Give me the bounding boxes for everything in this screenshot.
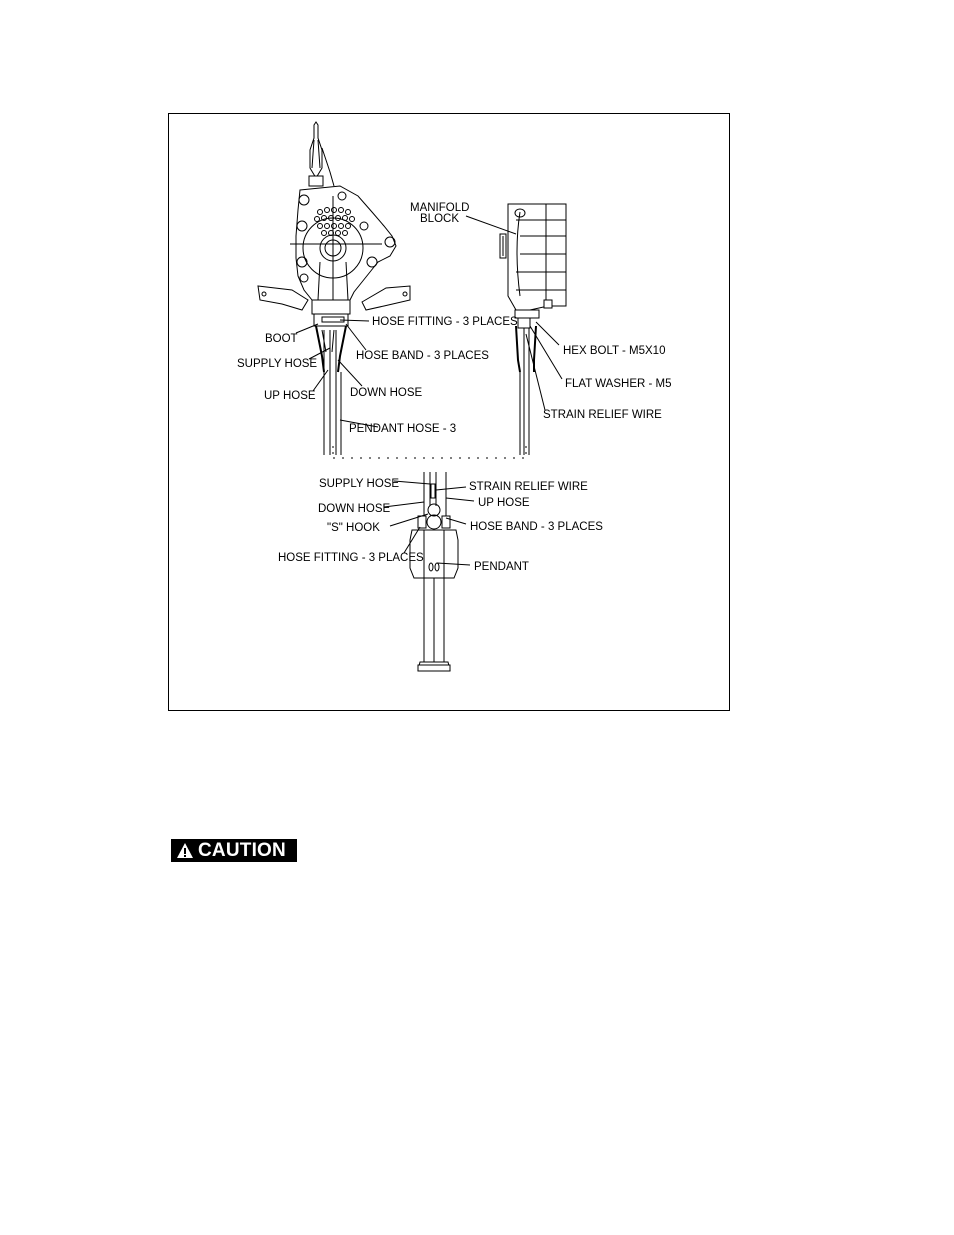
caution-badge <box>171 839 297 862</box>
label-hose-band-bottom: HOSE BAND - 3 PLACES <box>470 521 603 533</box>
label-manifold: MANIFOLD <box>410 202 470 214</box>
label-pendant: PENDANT <box>474 561 529 573</box>
label-hose-fitting-bottom: HOSE FITTING - 3 PLACES <box>278 552 424 564</box>
label-pendant-hose: PENDANT HOSE - 3 <box>349 423 457 435</box>
hoist-front-view <box>258 122 410 455</box>
label-down-hose-bottom: DOWN HOSE <box>318 503 391 515</box>
label-s-hook: "S" HOOK <box>327 522 380 534</box>
caution-label: CAUTION <box>198 840 286 861</box>
label-block: BLOCK <box>420 213 459 225</box>
label-hose-band-top: HOSE BAND - 3 PLACES <box>356 350 489 362</box>
label-hex-bolt: HEX BOLT - M5X10 <box>563 345 666 357</box>
pendant-view <box>410 472 458 671</box>
label-strain-relief-top: STRAIN RELIEF WIRE <box>543 409 662 421</box>
label-supply-hose-bottom: SUPPLY HOSE <box>319 478 400 490</box>
label-flat-washer: FLAT WASHER - M5 <box>565 378 672 390</box>
warning-triangle-icon <box>176 842 194 859</box>
label-boot: BOOT <box>265 333 298 345</box>
label-up-hose-bottom: UP HOSE <box>478 497 530 509</box>
label-strain-relief-bottom: STRAIN RELIEF WIRE <box>469 481 588 493</box>
label-hose-fitting-top: HOSE FITTING - 3 PLACES <box>372 316 518 328</box>
label-down-hose-top: DOWN HOSE <box>350 387 423 399</box>
break-line <box>333 446 526 458</box>
label-up-hose-top: UP HOSE <box>264 390 316 402</box>
label-supply-hose-top: SUPPLY HOSE <box>237 358 318 370</box>
